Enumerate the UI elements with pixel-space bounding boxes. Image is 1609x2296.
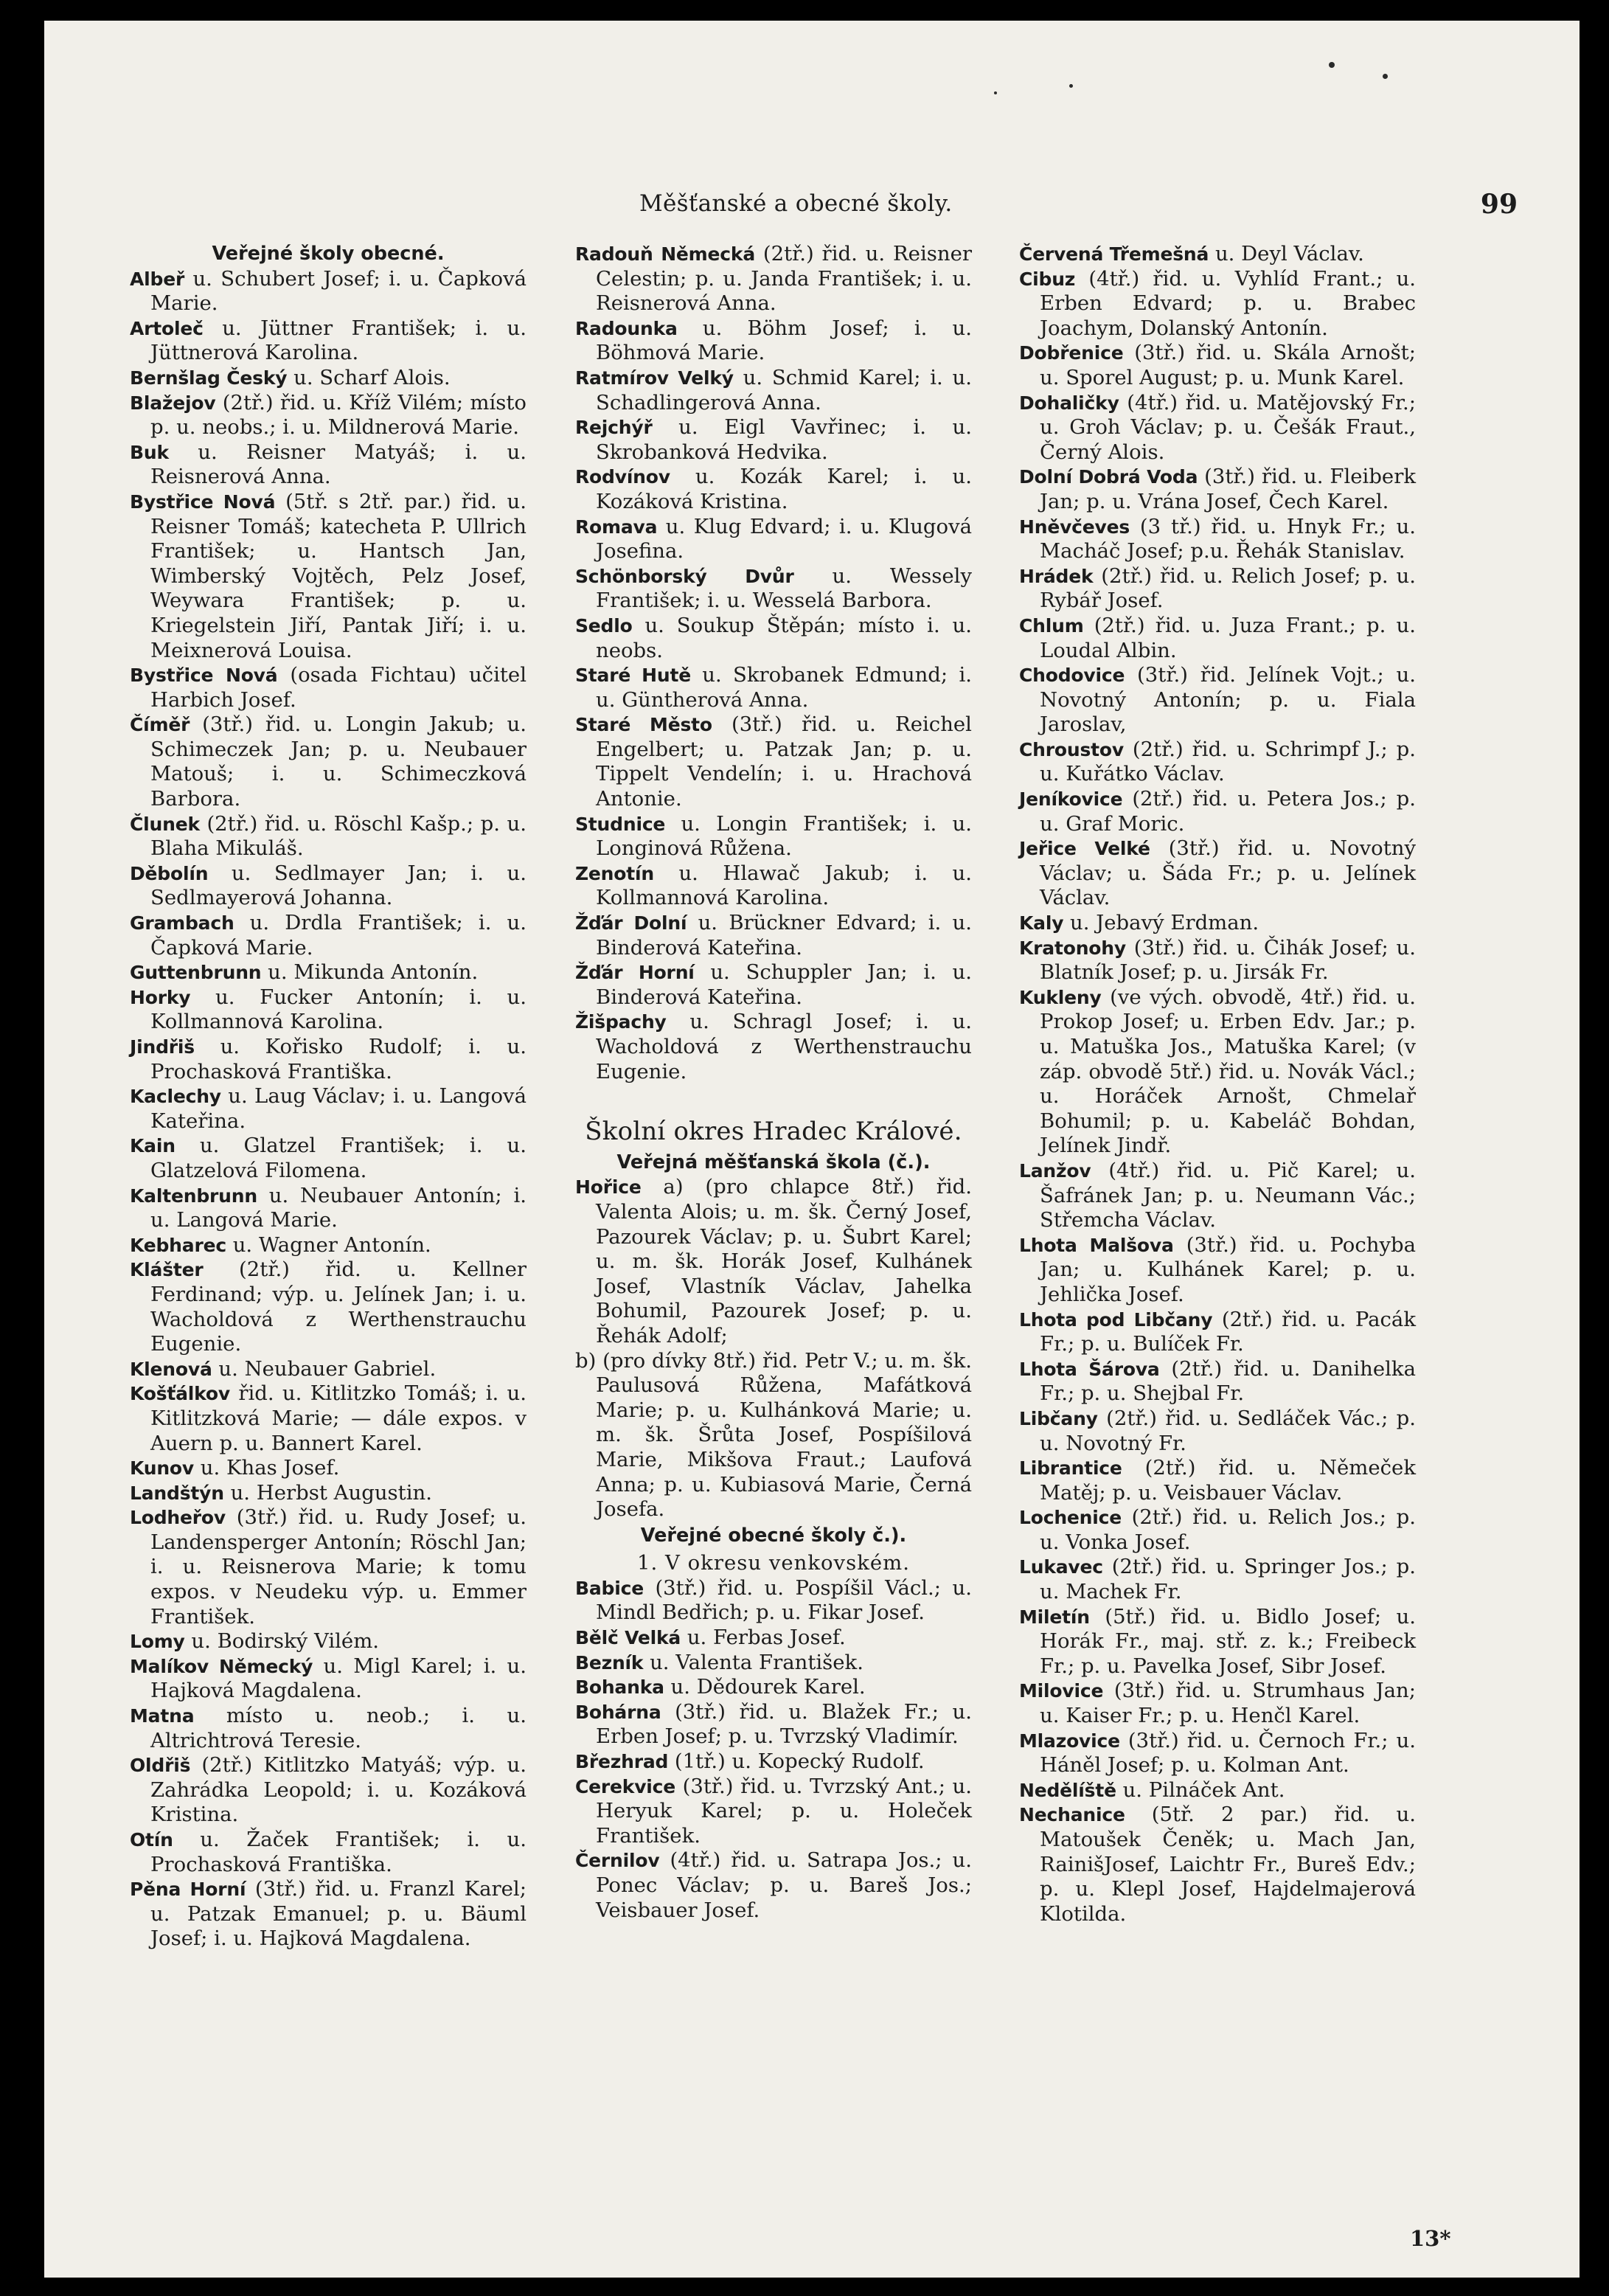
directory-entry — [130, 1654, 527, 1704]
directory-entry — [575, 614, 972, 663]
place-name: Kain — [130, 1135, 176, 1157]
entry-text: (2tř.) řid. u. Springer Jos.; p. u. Machek Fr. — [1040, 1555, 1416, 1604]
place-name: Chlum — [1019, 614, 1084, 637]
entry-text: u. Glatzel František; i. u. Glatzelová Filomena. — [150, 1134, 527, 1182]
place-name: Libčany — [1019, 1407, 1098, 1429]
directory-entry — [1019, 1803, 1416, 1926]
entry-text: u. Khas Josef. — [194, 1456, 340, 1480]
place-name: Dobřenice — [1019, 342, 1124, 364]
directory-entry — [575, 1749, 972, 1775]
entry-text: (1tř.) u. Kopecký Rudolf. — [668, 1749, 925, 1774]
place-name: Lomy — [130, 1631, 185, 1653]
place-name: Landštýn — [130, 1482, 224, 1504]
place-name: Kunov — [130, 1457, 195, 1480]
directory-entry — [130, 861, 527, 911]
place-name: Miletín — [1019, 1606, 1090, 1628]
place-name: Otín — [130, 1829, 173, 1851]
directory-entry — [575, 712, 972, 811]
place-name: Blažejov — [130, 392, 216, 414]
place-name: Lochenice — [1019, 1507, 1122, 1529]
entry-text: (3 tř.) řid. u. Hnyk Fr.; u. Macháč Josef; p.u. Řehák Stanislav. — [1040, 514, 1416, 563]
print-speck — [1069, 84, 1073, 88]
place-name: Košťálkov — [130, 1383, 231, 1405]
directory-entry — [1019, 1456, 1416, 1505]
entry-text: (4tř.) řid. u. Pič Karel; u. Šafránek Jan; p. u. Neumann Vác.; Střemcha Václav. — [1040, 1158, 1416, 1232]
directory-entry — [130, 712, 527, 811]
directory-entry — [130, 1877, 527, 1952]
place-name: Hrádek — [1019, 565, 1094, 587]
entry-text: u. Schuppler Jan; i. u. Binderová Kateřina. — [596, 960, 972, 1009]
place-name: Bohárna — [575, 1701, 661, 1723]
directory-entry — [575, 366, 972, 415]
place-name: Dohaličky — [1019, 392, 1119, 414]
directory-entry — [575, 1010, 972, 1084]
entry-text: u. Wessely František; i. u. Wesselá Barbora. — [596, 563, 972, 613]
place-name: Lukavec — [1019, 1556, 1103, 1578]
entry-text: (3tř.) řid. u. Rudy Josef; u. Landensperger Antonín; Röschl Jan; i. u. Reisnerova Marie; k tomu expos. v Neudeku výp. u. Emmer František. — [150, 1505, 527, 1629]
entry-text: (3tř.) řid. u. Skála Arnošt; u. Sporel August; p. u. Munk Karel. — [1040, 341, 1416, 389]
place-name: Zenotín — [575, 862, 654, 884]
place-name: Chodovice — [1019, 665, 1125, 687]
place-name: Kratonohy — [1019, 937, 1126, 959]
entry-text: u. Kořisko Rudolf; i. u. Prochasková Františka. — [150, 1035, 527, 1083]
entry-text: u. Neubauer Antonín; i. u. Langová Marie. — [150, 1183, 527, 1232]
place-name: Lhota pod Libčany — [1019, 1308, 1213, 1331]
directory-entry — [1019, 341, 1416, 390]
place-name: Březhrad — [575, 1751, 669, 1773]
directory-entry — [130, 1381, 527, 1456]
place-name: Romava — [575, 516, 658, 538]
place-name: Guttenbrunn — [130, 962, 262, 984]
place-name: Lhota Šárova — [1019, 1358, 1160, 1380]
entry-text: u. Sedlmayer Jan; i. u. Sedlmayerová Johanna. — [150, 861, 527, 910]
place-name: Schönborský Dvůr — [575, 565, 794, 587]
entry-text: (3tř.) řid. u. Longin Jakub; u. Schimeczek Jan; p. u. Neubauer Matouš; i. u. Schimeczková Barbora. — [150, 712, 527, 811]
entry-text: u. Jebavý Erdman. — [1063, 911, 1259, 935]
entry-text: u. Herbst Augustin. — [223, 1480, 432, 1505]
directory-entry — [130, 267, 527, 316]
entry-text: (2tř.) řid. u. Němeček Matěj; p. u. Veisbauer Václav. — [1040, 1456, 1416, 1505]
directory-entry — [1019, 242, 1416, 267]
directory-entry — [575, 663, 972, 712]
directory-entry — [575, 1775, 972, 1849]
place-name: Jindřiš — [130, 1036, 195, 1058]
entry-text: u. Valenta František. — [643, 1650, 863, 1674]
entry-text: (4tř.) řid. u. Matějovský Fr.; u. Groh Václav; p. u. Češák Fraut., Černý Alois. — [1040, 390, 1416, 464]
place-name: Děbolín — [130, 862, 209, 884]
section-heading-public-schools-hk: Veřejné obecné školy č.). — [640, 1524, 907, 1547]
directory-entry — [130, 490, 527, 663]
place-name: Grambach — [130, 912, 234, 934]
place-name: Staré Město — [575, 714, 712, 736]
place-name: Milovice — [1019, 1680, 1104, 1702]
place-name: Jeřice Velké — [1019, 838, 1150, 860]
entry-text: u. Fucker Antonín; i. u. Kollmannová Karolina. — [150, 985, 527, 1034]
place-name: Cibuz — [1019, 268, 1076, 290]
print-speck — [1329, 62, 1335, 68]
page — [44, 21, 1580, 2278]
entry-list — [130, 267, 527, 1952]
directory-entry — [1019, 515, 1416, 564]
directory-entry — [130, 663, 527, 712]
place-name: Rodvínov — [575, 466, 670, 488]
entry-text: (3tř.) řid. u. Tvrzský Ant.; u. Heryuk Karel; p. u. Holeček František. — [596, 1774, 972, 1848]
place-name: Dolní Dobrá Voda — [1019, 466, 1198, 488]
entry-text: u. Bodirský Vilém. — [184, 1629, 380, 1654]
directory-entry — [130, 1704, 527, 1753]
place-name: Horky — [130, 986, 191, 1008]
entry-text: (osada Fichtau) učitel Harbich Josef. — [150, 663, 527, 712]
directory-entry — [575, 1848, 972, 1923]
place-name: Ratmírov Velký — [575, 367, 734, 389]
directory-entry — [130, 1753, 527, 1828]
column-right — [1019, 242, 1416, 1926]
column-left — [130, 242, 527, 1952]
entry-text: u. Böhm Josef; i. u. Böhmová Marie. — [596, 316, 972, 365]
directory-entry — [1019, 738, 1416, 787]
place-name: Kebharec — [130, 1234, 226, 1256]
place-name: Oldřiš — [130, 1755, 191, 1777]
place-name: Bezník — [575, 1651, 644, 1674]
directory-entry — [130, 1084, 527, 1134]
entry-text: (2tř.) řid. u. Sedláček Vác.; p. u. Novotný Fr. — [1040, 1406, 1416, 1455]
directory-entry — [130, 1184, 527, 1233]
directory-entry — [130, 1481, 527, 1506]
entry-text: (2tř.) řid. u. Relich Josef; p. u. Rybář Josef. — [1040, 563, 1416, 613]
entry-text: (2tř.) řid. u. Kříž Vilém; místo p. u. neobs.; i. u. Mildnerová Marie. — [150, 390, 527, 440]
entry-horice-girls: b) (pro dívky 8tř.) řid. Petr V.; u. m. šk. Paulusová Růžena, Mafátková Marie; p. u. Kulhánková Marie; u. m. šk. Šrůta Josef, Pospíšilová Marie, Mikšova Fraut.; Laufová Anna; p. u. Kubiasová Marie, Černá Josefa. — [575, 1348, 972, 1522]
directory-entry — [575, 242, 972, 316]
entry-text: (3tř.) řid. u. Novotný Václav; u. Šáda Fr.; p. u. Jelínek Václav. — [1040, 836, 1416, 910]
place-name: Malíkov Německý — [130, 1655, 313, 1677]
entry-text: (2tř.) řid. u. Petera Jos.; p. u. Graf Moric. — [1040, 787, 1416, 836]
entry-text: místo u. neob.; i. u. Altrichtrová Teresie. — [150, 1704, 527, 1752]
entry-text: (3tř.) řid. u. Fleiberk Jan; p. u. Vrána Josef, Čech Karel. — [1040, 465, 1417, 513]
entry-text: (3tř.) řid. u. Reichel Engelbert; u. Patzak Jan; p. u. Tippelt Vendelín; i. u. Hrachová Antonie. — [596, 712, 972, 811]
directory-entry — [1019, 936, 1416, 985]
entry-text: u. Wagner Antonín. — [226, 1232, 431, 1257]
place-name: Kaclechy — [130, 1086, 221, 1108]
place-name: Lodheřov — [130, 1507, 226, 1529]
place-name: Radouň Německá — [575, 243, 755, 265]
entry-text: u. Hlawač Jakub; i. u. Kollmannová Karolina. — [596, 861, 972, 910]
directory-entry — [130, 316, 527, 366]
place-name: Sedlo — [575, 614, 633, 637]
entry-text: u. Schmid Karel; i. u. Schadlingerová Anna. — [596, 365, 972, 415]
place-name: Rejchýř — [575, 417, 653, 439]
entry-text: (5tř. s 2tř. par.) řid. u. Reisner Tomáš; katecheta P. Ullrich František; u. Hantsch Jan, Wimberský Vojtěch, Pelz Josef, Weywara František; p. u. Kriegelstein Jiří, Pantak Jiří; i. u. Meixnerová Louisa. — [150, 489, 527, 662]
directory-entry — [575, 564, 972, 614]
entry-text: (5tř.) řid. u. Bidlo Josef; u. Horák Fr., maj. stř. z. k.; Freibeck Fr.; p. u. Pavelka Josef, Sibr Josef. — [1040, 1604, 1416, 1678]
place-name: Pěna Horní — [130, 1879, 246, 1901]
directory-entry — [1019, 1407, 1416, 1456]
place-name: Mlazovice — [1019, 1730, 1120, 1752]
entry-text: u. Jüttner František; i. u. Jüttnerová Karolina. — [150, 316, 527, 365]
place-name: Albeř — [130, 268, 185, 290]
running-title: Měšťanské a obecné školy. — [639, 190, 953, 217]
directory-entry — [1019, 1555, 1416, 1604]
directory-entry — [1019, 614, 1416, 663]
place-name: Nedělíště — [1019, 1779, 1116, 1801]
entry-text: (3tř.) řid. u. Strumhaus Jan; u. Kaiser Fr.; p. u. Henčl Karel. — [1040, 1679, 1416, 1728]
print-speck — [1383, 74, 1388, 79]
directory-entry — [575, 861, 972, 911]
entry-text: (3tř.) řid. u. Blažek Fr.; u. Erben Josef; p. u. Tvrzský Vladimír. — [596, 1699, 972, 1749]
directory-entry — [575, 1700, 972, 1749]
entry-text: (3tř.) řid. u. Pochyba Jan; u. Kulhánek Karel; p. u. Jehlička Josef. — [1040, 1232, 1417, 1306]
entry-text: u. Brückner Edvard; i. u. Binderová Kateřina. — [596, 911, 972, 960]
district-title: Školní okres Hradec Králové. — [585, 1117, 962, 1147]
entry-text: (2tř.) řid. u. Danihelka Fr.; p. u. Shejbal Fr. — [1040, 1356, 1416, 1406]
print-speck — [994, 91, 997, 94]
place-name: Kaly — [1019, 912, 1064, 934]
directory-entry — [130, 440, 527, 490]
place-name: Klenová — [130, 1358, 212, 1380]
directory-entry — [575, 1651, 972, 1676]
directory-entry — [1019, 836, 1416, 911]
place-name: Žišpachy — [575, 1011, 667, 1033]
place-name: Nechanice — [1019, 1804, 1125, 1826]
entry-text: u. Dědourek Karel. — [664, 1675, 866, 1699]
place-name: Žďár Horní — [575, 962, 695, 984]
entry-text: (2tř.) řid. u. Röschl Kašp.; p. u. Blaha Mikuláš. — [150, 811, 527, 861]
directory-entry — [1019, 465, 1416, 514]
entry-text: u. Scharf Alois. — [287, 365, 451, 389]
entry-text: (4tř.) řid. u. Vyhlíd Frant.; u. Erben Edvard; p. u. Brabec Joachym, Dolanský Antonín. — [1040, 266, 1416, 340]
directory-entry — [1019, 1679, 1416, 1728]
place-name: Matna — [130, 1705, 195, 1727]
directory-entry — [130, 1456, 527, 1481]
entry-text: u. Longin František; i. u. Longinová Růžena. — [596, 811, 972, 861]
entry-text: u. Eigl Vavřinec; i. u. Skrobanková Hedvika. — [596, 415, 972, 464]
entry-text: u. Klug Edvard; i. u. Klugová Josefina. — [596, 514, 972, 563]
directory-entry — [575, 1675, 972, 1700]
directory-entry — [575, 960, 972, 1010]
place-name: Člunek — [130, 813, 200, 835]
place-name: Klášter — [130, 1259, 204, 1281]
entry-text: (2tř.) řid. u. Kellner Ferdinand; výp. u. Jelínek Jan; i. u. Wacholdová z Werthenstrauchu Eugenie. — [150, 1258, 527, 1356]
directory-entry — [1019, 1357, 1416, 1407]
entry-text: (2tř.) řid. u. Juza Frant.; p. u. Loudal Albin. — [1040, 613, 1416, 662]
entry-text: (5tř. 2 par.) řid. u. Matoušek Čeněk; u. Mach Jan, RainišJosef, Laichtr Fr., Bureš Edv.; p. u. Klepl Josef, Hajdelmajerová Klotilda. — [1040, 1803, 1416, 1926]
place-name: Lhota Malšova — [1019, 1234, 1174, 1256]
place-name: Babice — [575, 1577, 644, 1599]
entry-text: a) (pro chlapce 8tř.) řid. Valenta Alois; u. m. šk. Černý Josef, Pazourek Václav; p. u. Šubrt Karel; u. m. šk. Horák Josef, Kulhánek Josef, Vlastník Václav, Jahelka Bohumil, Pazourek Josef; p. u. Řehák Adolf; — [596, 1175, 972, 1348]
entry-text: u. Deyl Václav. — [1209, 242, 1364, 266]
place-name: Bělč Velká — [575, 1627, 681, 1649]
directory-entry — [130, 366, 527, 391]
directory-entry — [575, 812, 972, 861]
entry-text: u. Skrobanek Edmund; i. u. Güntherová Anna. — [596, 663, 972, 712]
place-name: Bystřice Nová — [130, 490, 276, 513]
directory-entry — [1019, 663, 1416, 738]
directory-entry — [130, 1629, 527, 1654]
running-header — [44, 189, 1580, 226]
directory-entry — [130, 812, 527, 861]
directory-entry — [1019, 1159, 1416, 1233]
entry-text: (2tř.) Kitlitzko Matyáš; výp. u. Zahrádka Leopold; i. u. Kozáková Kristina. — [150, 1753, 527, 1827]
entry-text: řid. u. Kitlitzko Tomáš; i. u. Kitlitzková Marie; — dále expos. v Auern p. u. Bannert Karel. — [150, 1381, 527, 1455]
directory-entry — [130, 1035, 527, 1084]
entry-text: (3tř.) řid. u. Franzl Karel; u. Patzak Emanuel; p. u. Bäuml Josef; i. u. Hajková Magdalena. — [150, 1877, 527, 1951]
directory-entry — [1019, 1308, 1416, 1357]
entry-text: u. Mikunda Antonín. — [261, 960, 479, 985]
place-name: Bernšlag Český — [130, 367, 288, 389]
place-name: Buk — [130, 441, 169, 463]
directory-entry — [1019, 1505, 1416, 1555]
place-name: Chroustov — [1019, 738, 1124, 760]
directory-entry — [1019, 1605, 1416, 1679]
place-name: Červená Třemešná — [1019, 243, 1209, 265]
entry-text: (3tř.) řid. Jelínek Vojt.; u. Novotný Antonín; p. u. Fiala Jaroslav, — [1040, 663, 1416, 737]
entry-text: (3tř.) řid. u. Černoch Fr.; u. Háněl Josef; p. u. Kolman Ant. — [1040, 1728, 1416, 1778]
section-heading-burgher-school: Veřejná měšťanská škola (č.). — [616, 1151, 931, 1173]
entry-text: (2tř.) řid. u. Schrimpf J.; p. u. Kuřátko Václav. — [1040, 737, 1416, 786]
entry-list — [575, 242, 972, 1084]
directory-entry — [1019, 267, 1416, 341]
entry-horice-boys — [575, 1175, 972, 1348]
column-middle — [575, 242, 972, 1923]
entry-text: (4tř.) řid. u. Satrapa Jos.; u. Ponec Václav; p. u. Bareš Jos.; Veisbauer Josef. — [596, 1848, 972, 1922]
entry-text: u. Migl Karel; i. u. Hajková Magdalena. — [150, 1654, 527, 1703]
place-name: Kukleny — [1019, 986, 1102, 1008]
entry-text: u. Soukup Štěpán; místo i. u. neobs. — [596, 613, 972, 662]
subsection-rural-district: 1. V okresu venkovském. — [637, 1551, 910, 1575]
place-name: Hněvčeves — [1019, 516, 1130, 538]
entry-text: u. Ferbas Josef. — [681, 1626, 846, 1650]
entry-text: (2tř.) řid. u. Relich Jos.; p. u. Vonka Josef. — [1040, 1505, 1416, 1554]
directory-entry — [1019, 1729, 1416, 1778]
place-name: Studnice — [575, 813, 666, 835]
entry-text: (2tř.) řid. u. Reisner Celestin; p. u. Janda František; i. u. Reisnerová Anna. — [596, 242, 972, 316]
place-name: Radounka — [575, 317, 678, 339]
entry-text: u. Schubert Josef; i. u. Čapková Marie. — [150, 266, 527, 316]
place-name: Artoleč — [130, 317, 204, 339]
directory-entry — [1019, 391, 1416, 465]
directory-entry — [575, 911, 972, 960]
directory-entry — [575, 465, 972, 514]
entry-text: u. Reisner Matyáš; i. u. Reisnerová Anna. — [150, 440, 527, 489]
place-name: Žďár Dolní — [575, 912, 687, 934]
directory-entry — [1019, 1233, 1416, 1308]
entry-text: (3tř.) řid. u. Čihák Josef; u. Blatník Josef; p. u. Jirsák Fr. — [1040, 935, 1416, 985]
entry-text: (3tř.) řid. u. Pospíšil Václ.; u. Mindl Bedřich; p. u. Fikar Josef. — [596, 1575, 972, 1625]
entry-text: u. Neubauer Gabriel. — [212, 1356, 437, 1381]
place-name: Librantice — [1019, 1457, 1122, 1480]
place-name: Cerekvice — [575, 1775, 676, 1797]
entry-list — [1019, 242, 1416, 1926]
directory-entry — [575, 515, 972, 564]
directory-entry — [130, 1258, 527, 1356]
directory-entry — [130, 391, 527, 440]
directory-entry — [130, 960, 527, 985]
directory-entry — [130, 1233, 527, 1258]
entry-text: (2tř.) řid. u. Pacák Fr.; p. u. Bulíček Fr. — [1040, 1307, 1416, 1356]
directory-entry — [130, 1505, 527, 1629]
directory-entry — [130, 911, 527, 960]
directory-entry — [575, 415, 972, 465]
page-number: 99 — [1480, 189, 1518, 220]
signature-mark: 13* — [1410, 2226, 1451, 2251]
entry-text: u. Drdla František; i. u. Čapková Marie. — [150, 911, 527, 960]
place-name: Černilov — [575, 1850, 660, 1872]
entry-text: u. Pilnáček Ant. — [1116, 1778, 1285, 1802]
directory-entry — [1019, 1778, 1416, 1803]
directory-entry — [1019, 911, 1416, 936]
place-name: Jeníkovice — [1019, 788, 1123, 811]
directory-entry — [130, 1828, 527, 1877]
directory-entry — [130, 985, 527, 1035]
section-heading-public-schools: Veřejné školy obecné. — [212, 243, 445, 265]
directory-entry — [130, 1357, 527, 1382]
directory-entry — [130, 1134, 527, 1183]
entry-text: u. Žaček František; i. u. Prochasková Františka. — [150, 1828, 527, 1876]
place-name: Lanžov — [1019, 1159, 1091, 1182]
place-name: Bohanka — [575, 1676, 664, 1699]
directory-entry — [1019, 787, 1416, 836]
place-name: Bystřice Nová — [130, 665, 278, 687]
entry-text: (ve vých. obvodě, 4tř.) řid. u. Prokop Josef; u. Erben Edv. Jar.; p. u. Matuška Jos., Matuška Karel; (v záp. obvodě 5tř.) řid. u. Novák Václ.; u. Horáček Arnošt, Chmelař Bohumil; p. u. Kabeláč Bohdan, Jelínek Jindř. — [1040, 985, 1416, 1158]
place-name: Staré Hutě — [575, 665, 691, 687]
directory-entry — [1019, 564, 1416, 614]
entry-list — [575, 1576, 972, 1923]
place-name: Kaltenbrunn — [130, 1185, 257, 1207]
directory-entry — [575, 316, 972, 366]
directory-entry — [1019, 985, 1416, 1159]
place-name: Číměř — [130, 714, 190, 736]
entry-text: u. Laug Václav; i. u. Langová Kateřina. — [150, 1084, 527, 1133]
directory-entry — [575, 1576, 972, 1626]
directory-entry — [575, 1626, 972, 1651]
place-name: Hořice — [575, 1176, 642, 1199]
entry-text: u. Schragl Josef; i. u. Wacholdová z Werthenstrauchu Eugenie. — [596, 1010, 972, 1083]
entry-text: u. Kozák Karel; i. u. Kozáková Kristina. — [596, 465, 972, 513]
